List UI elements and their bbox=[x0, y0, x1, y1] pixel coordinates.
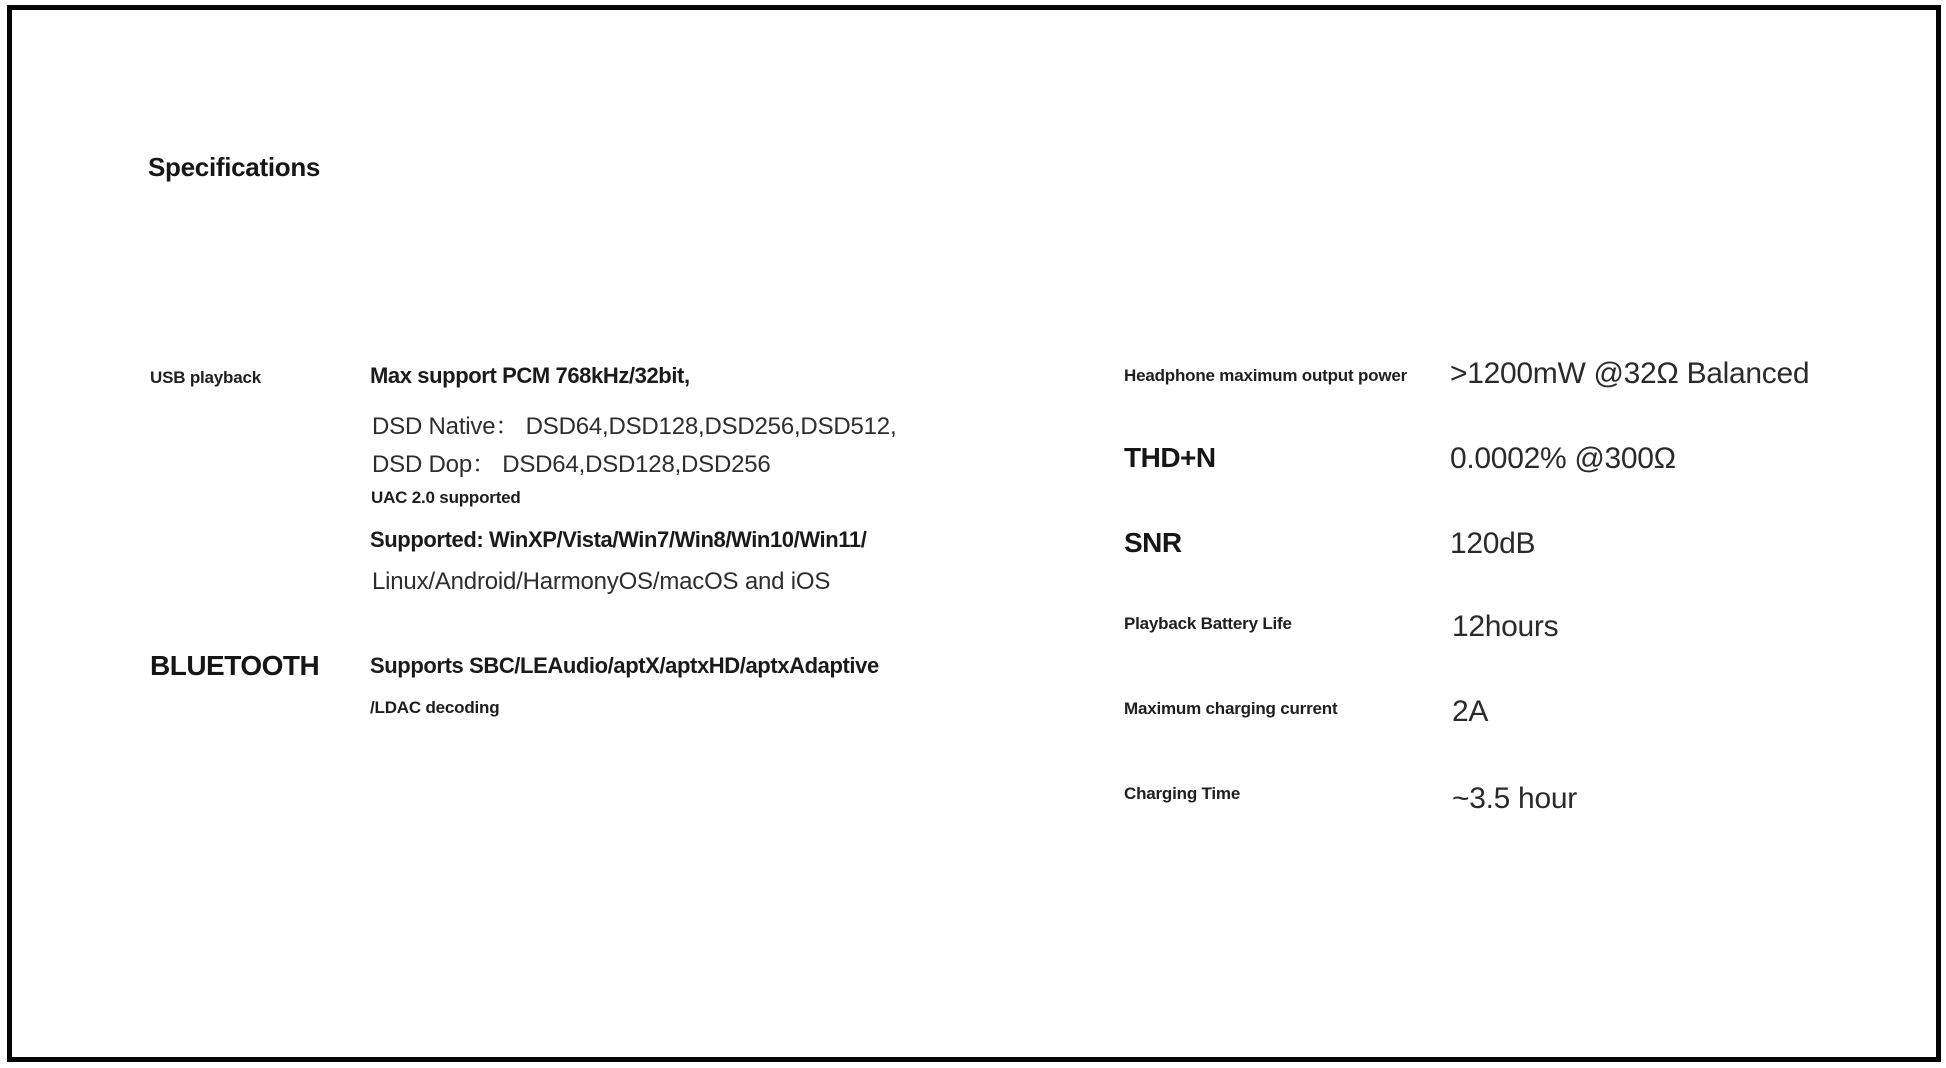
snr-value: 120dB bbox=[1450, 527, 1536, 560]
usb-dsd-native-line: DSD Native： DSD64,DSD128,DSD256,DSD512, bbox=[372, 413, 897, 440]
usb-os-list-line: Linux/Android/HarmonyOS/macOS and iOS bbox=[372, 568, 831, 595]
charging-time-label: Charging Time bbox=[1124, 784, 1241, 803]
thd-n-value: 0.0002% @300Ω bbox=[1450, 442, 1676, 475]
usb-uac-line: UAC 2.0 supported bbox=[371, 488, 521, 507]
bluetooth-label: BLUETOOTH bbox=[150, 650, 320, 681]
thd-n-label: THD+N bbox=[1124, 442, 1216, 473]
usb-pcm-support-line: Max support PCM 768kHz/32bit, bbox=[370, 363, 690, 388]
headphone-output-power-value: >1200mW @32Ω Balanced bbox=[1450, 357, 1810, 390]
bluetooth-codecs-line: Supports SBC/LEAudio/aptX/aptxHD/aptxAdaptive bbox=[370, 653, 879, 678]
battery-life-value: 12hours bbox=[1452, 610, 1559, 643]
charging-time-value: ~3.5 hour bbox=[1452, 782, 1577, 815]
usb-playback-label: USB playback bbox=[150, 368, 261, 387]
page-title: Specifications bbox=[148, 152, 321, 182]
charging-current-value: 2A bbox=[1452, 695, 1489, 728]
snr-label: SNR bbox=[1124, 527, 1182, 558]
charging-current-label: Maximum charging current bbox=[1124, 699, 1338, 718]
headphone-output-power-label: Headphone maximum output power bbox=[1124, 366, 1408, 385]
usb-dsd-dop-line: DSD Dop： DSD64,DSD128,DSD256 bbox=[372, 451, 771, 478]
usb-os-supported-line: Supported: WinXP/Vista/Win7/Win8/Win10/Win11/ bbox=[370, 527, 867, 552]
battery-life-label: Playback Battery Life bbox=[1124, 614, 1292, 633]
bluetooth-ldac-line: /LDAC decoding bbox=[370, 698, 500, 717]
